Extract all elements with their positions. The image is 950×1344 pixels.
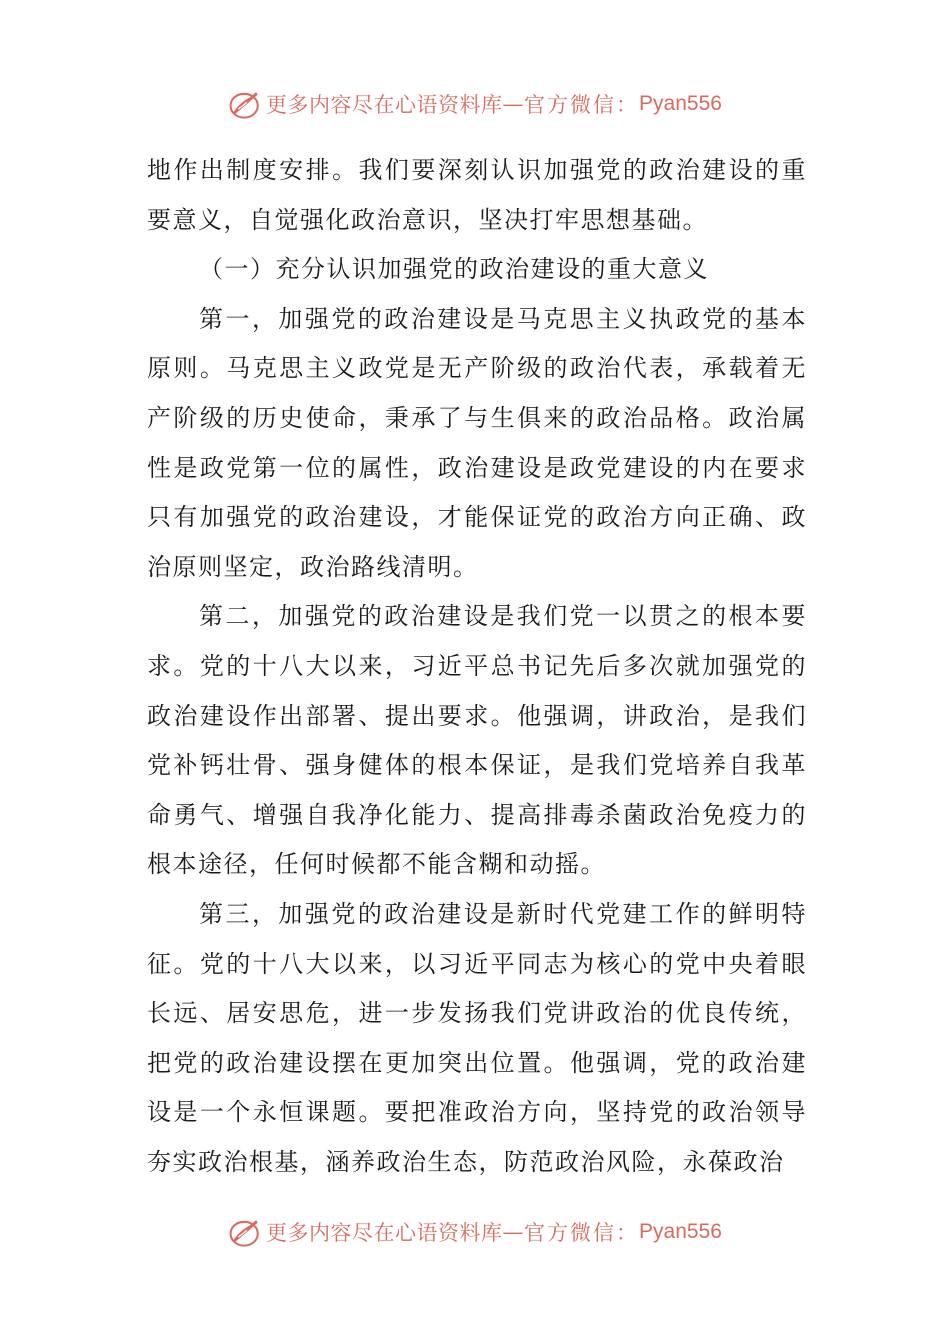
footer-watermark-banner [0,1210,950,1254]
section-heading: （一）充分认识加强党的政治建设的重大意义 [199,255,709,284]
document-body [147,146,807,1187]
banner-text: 更多内容尽在心语资料库 [266,93,503,117]
banner-wechat-id: Pyan556 [639,92,722,115]
pen-logo-icon [228,1215,262,1249]
banner-text: 更多内容尽在心语资料库 [266,1221,503,1245]
paragraph-third: 第三，加强党的政治建设是新时代党建工作的鲜明特征。党的十八大以来，以习近平同志为核心的党中央着眼长远、居安思危，进一步发扬我们党讲政治的优良传统，把党的政治建设摆在更加突出位置。他强调，党的政治建设是一个永恒课题。要把准政治方向，坚持党的政治领导夯实政治根基，涵养政治生态，防范政治风险，永葆政治 [147,899,807,1176]
paragraph-continuation: 地作出制度安排。我们要深刻认识加强党的政治建设的重要意义，自觉强化政治意识，坚决打牢思想基础。 [147,156,807,234]
header-watermark-banner [0,82,950,126]
paragraph-first: 第一，加强党的政治建设是马克思主义执政党的基本原则。马克思主义政党是无产阶级的政治代表，承载着无产阶级的历史使命，秉承了与生俱来的政治品格。政治属性是政党第一位的属性，政治建设是政党建设的内在要求只有加强党的政治建设，才能保证党的政治方向正确、政治原则坚定，政治路线清明。 [147,304,807,581]
banner-dash: — [502,92,525,116]
pen-logo-icon [228,87,262,121]
banner-wechat-id: Pyan556 [639,1220,722,1243]
banner-wechat-label: 官方微信： [524,1221,640,1245]
banner-dash: — [502,1220,525,1244]
paragraph-second: 第二，加强党的政治建设是我们党一以贯之的根本要求。党的十八大以来，习近平总书记先后多次就加强党的政治建设作出部署、提出要求。他强调，讲政治，是我们党补钙壮骨、强身健体的根本保证，是我们党培养自我革命勇气、增强自我净化能力、提高排毒杀菌政治免疫力的根本途径，任何时候都不能含糊和动摇。 [147,602,807,879]
banner-wechat-label: 官方微信： [524,93,640,117]
